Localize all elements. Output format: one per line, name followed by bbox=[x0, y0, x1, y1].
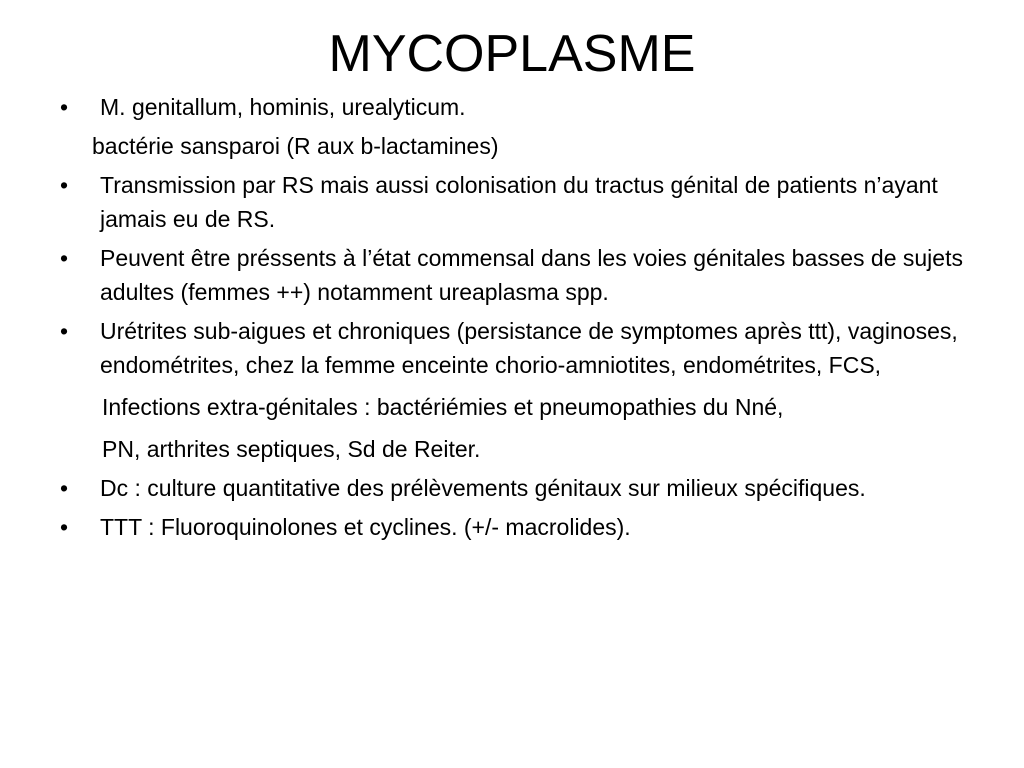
slide-body bbox=[60, 90, 980, 544]
bullet-item-1 bbox=[60, 90, 980, 124]
bullet-item-4 bbox=[60, 314, 980, 382]
bullet-dot-icon: • bbox=[60, 172, 69, 198]
sub-line-text: Infections extra-génitales : bactériémies et pneumopathies du Nné, bbox=[102, 394, 784, 420]
bullet-item-6 bbox=[60, 510, 980, 544]
bullet-text: Transmission par RS mais aussi colonisation du tractus génital de patients n’ayant jamais eu de RS. bbox=[100, 172, 938, 232]
bullet-text: Peuvent être préssents à l’état commensal dans les voies génitales basses de sujets adultes (femmes ++) notamment ureaplasma spp. bbox=[100, 245, 963, 305]
bullet-text: Urétrites sub-aigues et chroniques (persistance de symptomes après ttt), vaginoses, endométrites, chez la femme enceinte chorio-amniotites, endométrites, FCS, bbox=[100, 318, 958, 378]
slide-title: MYCOPLASME bbox=[328, 25, 696, 83]
sub-line-3 bbox=[60, 432, 980, 466]
sub-line-1 bbox=[60, 129, 980, 163]
bullet-text: Dc : culture quantitative des prélèvements génitaux sur milieux spécifiques. bbox=[100, 475, 866, 501]
bullet-dot-icon: • bbox=[60, 475, 69, 501]
bullet-item-3 bbox=[60, 241, 980, 309]
bullet-text: M. genitallum, hominis, urealyticum. bbox=[100, 94, 466, 120]
bullet-dot-icon: • bbox=[60, 514, 69, 540]
bullet-item-5 bbox=[60, 471, 980, 505]
bullet-dot-icon: • bbox=[60, 94, 69, 120]
bullet-dot-icon: • bbox=[60, 318, 69, 344]
sub-line-text: bactérie sansparoi (R aux b-lactamines) bbox=[92, 133, 499, 159]
sub-line-2 bbox=[60, 390, 980, 424]
sub-line-text: PN, arthrites septiques, Sd de Reiter. bbox=[102, 436, 481, 462]
bullet-item-2 bbox=[60, 168, 980, 236]
bullet-text: TTT : Fluoroquinolones et cyclines. (+/- macrolides). bbox=[100, 514, 631, 540]
bullet-dot-icon: • bbox=[60, 245, 69, 271]
